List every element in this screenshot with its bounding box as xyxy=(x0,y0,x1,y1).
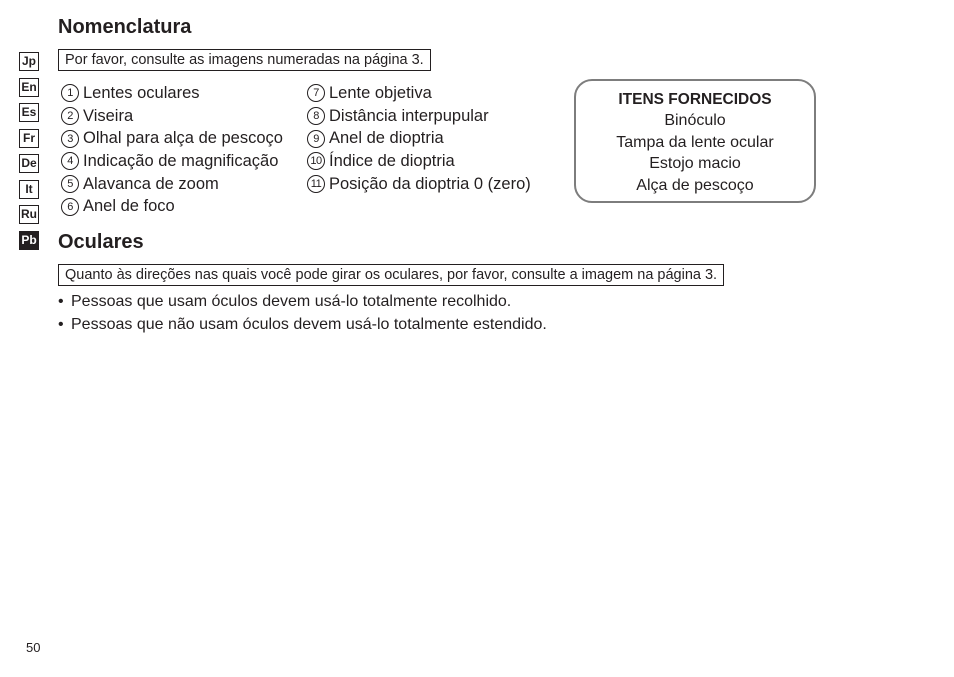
part-label: Indicação de magnificação xyxy=(83,152,279,171)
part-item xyxy=(307,150,531,173)
part-number-badge: 4 xyxy=(61,152,79,170)
part-number-badge: 5 xyxy=(61,175,79,193)
language-tab-es[interactable]: Es xyxy=(19,103,39,122)
part-item xyxy=(307,173,531,196)
part-number-badge: 8 xyxy=(307,107,325,125)
part-number-badge: 11 xyxy=(307,175,325,193)
part-label: Alavanca de zoom xyxy=(83,174,219,193)
language-tab-it[interactable]: It xyxy=(19,180,39,199)
oculares-note-box: Quanto às direções nas quais você pode girar os oculares, por favor, consulte a imagem na página 3. xyxy=(58,264,724,286)
parts-list-column-1 xyxy=(61,82,283,218)
section-heading-oculares: Oculares xyxy=(58,231,144,253)
part-item xyxy=(61,173,283,196)
part-label: Anel de foco xyxy=(83,197,175,216)
part-item xyxy=(61,195,283,218)
part-item xyxy=(307,105,531,128)
part-label: Lente objetiva xyxy=(329,84,432,102)
bullet-item xyxy=(58,314,547,337)
part-number-badge: 6 xyxy=(61,198,79,216)
supplied-item: Estojo macio xyxy=(649,155,741,173)
part-item xyxy=(61,105,283,128)
part-label: Viseira xyxy=(83,106,134,125)
language-tab-en[interactable]: En xyxy=(19,78,39,97)
bullet-text: Pessoas que não usam óculos devem usá-lo totalmente estendido. xyxy=(71,315,547,333)
language-tab-jp[interactable]: Jp xyxy=(19,52,39,71)
part-item xyxy=(61,82,283,105)
part-label: Anel de dioptria xyxy=(329,129,444,148)
page-number: 50 xyxy=(26,640,41,655)
part-number-badge: 3 xyxy=(61,130,79,148)
supplied-item: Alça de pescoço xyxy=(636,177,754,195)
bullet-icon: • xyxy=(58,293,64,310)
part-label: Lentes oculares xyxy=(83,84,200,102)
supplied-item: Binóculo xyxy=(664,112,726,129)
part-label: Distância interpupular xyxy=(329,106,489,125)
supplied-items-box xyxy=(574,79,816,203)
part-item xyxy=(61,127,283,150)
part-item xyxy=(61,150,283,173)
section-heading-nomenclatura: Nomenclatura xyxy=(58,16,192,38)
bullet-icon: • xyxy=(58,315,64,333)
part-number-badge: 1 xyxy=(61,84,79,102)
language-tab-pb[interactable]: Pb xyxy=(19,231,39,250)
parts-list-column-2 xyxy=(307,82,531,195)
bullet-item xyxy=(58,291,547,314)
supplied-items-title: ITENS FORNECIDOS xyxy=(618,91,772,108)
part-number-badge: 9 xyxy=(307,130,325,148)
supplied-item: Tampa da lente ocular xyxy=(616,133,774,151)
language-tab-fr[interactable]: Fr xyxy=(19,129,39,148)
part-label: Olhal para alça de pescoço xyxy=(83,129,283,148)
part-label: Posição da dioptria 0 (zero) xyxy=(329,174,531,193)
nomenclatura-note-box: Por favor, consulte as imagens numeradas na página 3. xyxy=(58,49,431,71)
language-tab-ru[interactable]: Ru xyxy=(19,205,39,224)
part-label: Índice de dioptria xyxy=(329,152,455,171)
part-item xyxy=(307,127,531,150)
oculares-bullet-list xyxy=(58,291,547,336)
language-tab-de[interactable]: De xyxy=(19,154,39,173)
part-number-badge: 10 xyxy=(307,152,325,170)
part-item xyxy=(307,82,531,105)
part-number-badge: 7 xyxy=(307,84,325,102)
bullet-text: Pessoas que usam óculos devem usá-lo totalmente recolhido. xyxy=(71,293,512,310)
part-number-badge: 2 xyxy=(61,107,79,125)
